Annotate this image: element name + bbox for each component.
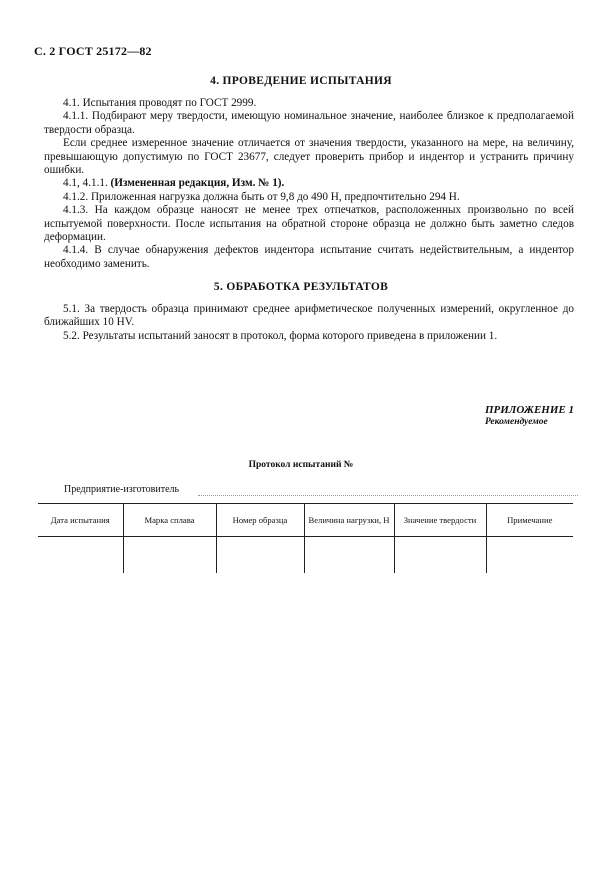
paragraph-4-1-1-note: Если среднее измеренное значение отличается от значения твердости, указанного на мере, на величину, превышающую допустимую по ГОСТ 23677, следует проверить прибор и индентор и устранить причину ошибки. <box>44 137 574 177</box>
amendment-text: (Измененная редакция, Изм. № 1). <box>110 177 285 190</box>
paragraph-4-1-1: 4.1.1. Подбирают меру твердости, имеющую номинальное значение, наиболее близкое к предполагаемой твердости образца. <box>44 110 574 136</box>
appendix-heading <box>485 404 574 428</box>
paragraph-4-1: 4.1. Испытания проводят по ГОСТ 2999. <box>63 97 257 109</box>
paragraph-5-2: 5.2. Результаты испытаний заносят в протокол, форма которого приведена в приложении 1. <box>63 329 498 342</box>
table-cell <box>486 537 573 574</box>
protocol-title: Протокол испытаний № <box>248 460 354 470</box>
producer-label: Предприятие-изготовитель <box>64 484 180 495</box>
section-4-body <box>44 97 574 271</box>
producer-fill-line <box>198 495 578 496</box>
column-header: Значение твердости <box>394 504 486 537</box>
paragraph-amendment <box>44 177 574 190</box>
paragraph-5-1: 5.1. За твердость образца принимают среднее арифметическое полученных измерений, округленное до ближайших 10 HV. <box>44 303 574 329</box>
paragraph-4-1-3: 4.1.3. На каждом образце наносят не менее трех отпечатков, расположенных произвольно по всей испытуемой поверхности. После испытания на обратной стороне образца не должно быть заметно следов деформации. <box>44 204 574 244</box>
paragraph-4-1-2: 4.1.2. Приложенная нагрузка должна быть от 9,8 до 490 Н, предпочтительно 294 Н. <box>63 190 460 203</box>
table-cell <box>123 537 216 574</box>
page-header: С. 2 ГОСТ 25172—82 <box>34 44 152 58</box>
table-cell <box>304 537 394 574</box>
section-5-title: 5. ОБРАБОТКА РЕЗУЛЬТАТОВ <box>213 281 389 293</box>
column-header: Дата испытания <box>38 504 123 537</box>
appendix-title: ПРИЛОЖЕНИЕ 1 <box>484 404 574 416</box>
section-4-title: 4. ПРОВЕДЕНИЕ ИСПЫТАНИЯ <box>210 75 392 87</box>
column-header: Номер образца <box>216 504 304 537</box>
table-row <box>38 537 573 574</box>
table-cell <box>394 537 486 574</box>
amendment-number: 4.1, 4.1.1. <box>63 177 108 190</box>
table-cell <box>216 537 304 574</box>
column-header: Примечание <box>486 504 573 537</box>
column-header: Марка сплава <box>123 504 216 537</box>
table-cell <box>38 537 123 574</box>
column-header: Величина нагрузки, Н <box>304 504 394 537</box>
section-5-body <box>44 303 574 343</box>
protocol-table <box>38 503 573 573</box>
appendix-subtitle: Рекомендуемое <box>484 417 548 427</box>
paragraph-4-1-4: 4.1.4. В случае обнаружения дефектов индентора испытание считать недействительным, а индентор необходимо заменить. <box>44 244 574 270</box>
table-header-row <box>38 504 573 537</box>
